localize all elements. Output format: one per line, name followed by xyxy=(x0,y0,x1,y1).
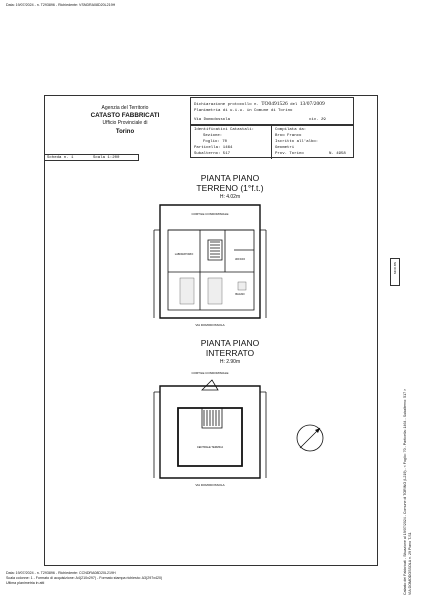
floor2-height: H: 2.90m xyxy=(219,359,241,365)
svg-text:CORTILE CONDOMINIALE: CORTILE CONDOMINIALE xyxy=(191,371,229,375)
header-stamp: Data: 19/07/2024 - n. T293896 - Richiedente: VSNDRA08D20L219H xyxy=(6,3,116,7)
office-line-4: Torino xyxy=(115,129,135,135)
compiled-n: N. 4958 xyxy=(329,152,346,156)
floor1-height: H: 4.02m xyxy=(219,194,241,200)
office-line-1: Agenzia del Territorio xyxy=(101,105,149,111)
footer-stamp-1: Data: 19/07/2024 - n. T293896 - Richiedente: CCNDRA08D20L219H xyxy=(6,571,116,575)
compiled-albo: Geometri xyxy=(275,146,295,150)
north-arrow-icon xyxy=(292,420,328,456)
subalterno: Subalterno: 517 xyxy=(194,152,231,156)
sezione: Sezione: xyxy=(203,134,223,138)
particella: Particella: 1464 xyxy=(194,146,233,150)
svg-text:CENTRALE TERMICA: CENTRALE TERMICA xyxy=(196,446,224,449)
floor1-plan xyxy=(150,200,270,330)
office-block xyxy=(80,105,170,135)
floor2-title xyxy=(170,338,290,365)
identifiers-box xyxy=(190,125,354,158)
floor2-plan xyxy=(150,368,270,488)
foglio: Foglio: 70 xyxy=(203,140,228,144)
svg-text:LABORATORIO: LABORATORIO xyxy=(174,253,194,256)
identifiers-title: Identificativi Catastali: xyxy=(194,128,255,132)
floor1-title-1: PIANTA PIANO xyxy=(200,173,260,183)
svg-text:VIA DOMODOSSOLA: VIA DOMODOSSOLA xyxy=(195,483,225,487)
svg-text:BAGNO: BAGNO xyxy=(235,293,245,296)
declaration-label: Dichiarazione protocollo n. TO0491526 del 13/07/2009 xyxy=(194,101,325,107)
declaration-box xyxy=(190,97,354,125)
compiled-iscritto: Iscritto all'albo: xyxy=(275,140,319,144)
via-line: Via Domodossola xyxy=(194,118,231,122)
identifiers-divider xyxy=(271,126,272,159)
side-stamp-right-2: VIA DOMODOSSOLA n. 29 Piano T-S1 xyxy=(408,532,412,595)
floor1-title xyxy=(170,173,290,200)
svg-text:VIA DOMODOSSOLA: VIA DOMODOSSOLA xyxy=(195,323,225,327)
planimetria-line: Planimetria di u.i.u. in Comune di Torino xyxy=(194,109,293,113)
scheda-strip xyxy=(44,154,139,161)
office-line-2: CATASTO FABBRICATI xyxy=(90,112,160,119)
svg-text:CORTILE CONDOMINIALE: CORTILE CONDOMINIALE xyxy=(191,212,229,216)
svg-text:UFFICIO: UFFICIO xyxy=(234,258,246,261)
floor1-title-2: TERRENO (1°f.t.) xyxy=(196,183,264,193)
compiled-prov: Prov. Torino xyxy=(275,152,304,156)
footer-stamp-2: Scala colonne: 1 - Formato di acquisizione: A4(210x297) - Formato stampa richiesto: A3(297x420) xyxy=(6,576,163,580)
civ-line: civ. 29 xyxy=(309,118,326,122)
compiled-title: Compilata da: xyxy=(275,128,307,132)
side-stamp-right: Catasto dei Fabbricati - Situazione al 19/07/2024 - Comune di TORINO (L219) - < Foglio: 70 - Particella: 1464 - Subalterno: 517 > xyxy=(403,388,407,595)
compiled-name: Broo Franco xyxy=(275,134,302,138)
scheda-number: Scheda n. 1 xyxy=(47,156,74,160)
side-box-label: MOD.BN xyxy=(393,262,397,274)
scheda-scale: Scala 1:200 xyxy=(93,156,120,160)
office-line-3: Ufficio Provinciale di xyxy=(102,120,148,126)
side-box xyxy=(390,258,400,286)
footer-stamp-3: Ultima planimetria in atti xyxy=(6,581,45,585)
floor2-title-1: PIANTA PIANO xyxy=(200,338,260,348)
floor2-title-2: INTERRATO xyxy=(205,348,255,358)
document-frame xyxy=(44,95,378,566)
